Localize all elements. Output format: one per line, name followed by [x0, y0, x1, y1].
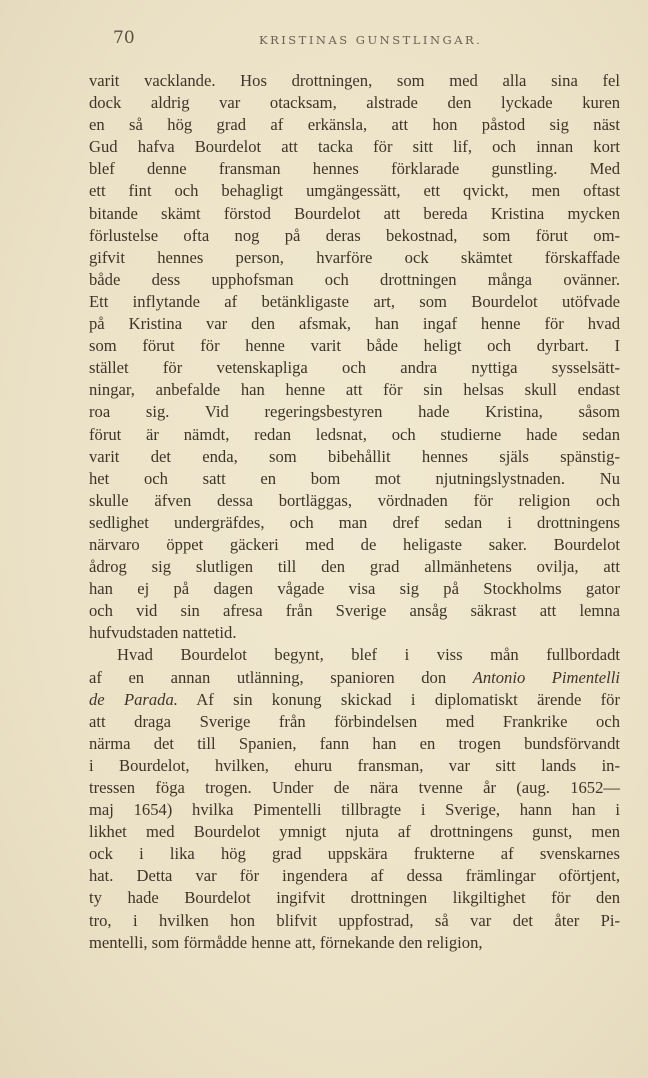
text-line: blef denne fransman hennes förklarade gunstling. Med [89, 159, 620, 179]
text-line: Ett inflytande af betänkligaste art, som Bourdelot utöfvade [89, 291, 620, 311]
text-line [89, 689, 620, 711]
text-run: af en annan utlänning, spanioren don [89, 667, 473, 687]
text-line: ock i lika hög grad uppskära frukterne af svenskarnes [89, 844, 620, 864]
text-line: en så hög grad af erkänsla, att hon påstod sig näst [89, 115, 620, 135]
page-number: 70 [113, 28, 135, 48]
text-line: het och satt en bom mot njutningslystnaden. Nu [89, 468, 620, 488]
text-line: ty hade Bourdelot ingifvit drottningen likgiltighet för den [89, 888, 620, 908]
person-name: Antonio Pimentelli [472, 667, 620, 687]
text-line: på Kristina var den afsmak, han ingaf henne för hvad [89, 314, 620, 334]
text-line: likhet med Bourdelot ymnigt njuta af drottningens gunst, men [89, 822, 620, 842]
text-line: hat. Detta var för ingendera af dessa främlingar oförtjent, [89, 866, 620, 886]
text-line: ådrog sig slutligen till den grad allmänhetens ovilja, att [89, 557, 620, 577]
running-head: KRISTINAS GUNSTLINGAR. [259, 33, 483, 47]
text-line: närvaro öppet gäckeri med de heligaste saker. Bourdelot [89, 534, 620, 554]
text-line: varit det enda, som bibehållit hennes själs spänstig- [89, 446, 620, 466]
text-line: maj 1654) hvilka Pimentelli tillbragte i Sverige, hann han i [89, 800, 620, 820]
text-line: som förut för henne varit både heligt och dyrbart. I [89, 336, 620, 356]
paragraph-1 [89, 70, 620, 644]
text-line: stället för vetenskapliga och andra nyttiga sysselsätt- [89, 358, 620, 378]
text-line: ett fint och behagligt umgängessätt, ett qvickt, men oftast [89, 181, 620, 201]
text-line: varit vacklande. Hos drottningen, som med alla sina fel [89, 71, 620, 90]
text-line: ningar, anbefalde han henne att för sin helsas skull endast [89, 380, 620, 400]
text-line: Hvad Bourdelot begynt, blef i viss mån fullbordadt [117, 645, 620, 665]
text-line: förut är nämdt, redan ledsnat, och studierne hade sedan [89, 424, 620, 444]
text-line: i Bourdelot, hvilken, ehuru fransman, var sitt lands in- [89, 755, 620, 775]
text-line: hufvudstaden nattetid. [89, 623, 237, 643]
text-line [89, 667, 620, 689]
text-line: han ej på dagen vågade visa sig på Stockholms gator [89, 579, 620, 599]
text-line: roa sig. Vid regeringsbestyren hade Kristina, såsom [89, 402, 620, 422]
text-line: att draga Sverige från förbindelsen med Frankrike och [89, 711, 620, 731]
text-line: Gud hafva Bourdelot att tacka för sitt lif, och innan kort [89, 137, 620, 157]
text-line: tro, i hvilken hon blifvit uppfostrad, så var det åter Pi- [89, 910, 620, 930]
text-line: både dess upphofsman och drottningen många ovänner. [89, 269, 620, 289]
text-run: Af sin konung skickad i diplomatiskt ärende för [177, 689, 620, 709]
text-line: närma det till Spanien, fann han en trogen bundsförvandt [89, 733, 620, 753]
page-header [89, 30, 620, 58]
text-line: skulle äfven dessa bortläggas, vördnaden för religion och [89, 490, 620, 510]
text-line: sedlighet undergräfdes, och man dref sedan i drottningens [89, 512, 620, 532]
person-name: de Parada. [89, 689, 178, 709]
text-line: tressen föga trogen. Under de nära tvenne år (aug. 1652— [89, 778, 620, 797]
text-line: bitande skämt förstod Bourdelot att bereda Kristina mycken [89, 203, 620, 223]
text-line: och vid sin afresa från Sverige ansåg säkrast att lemna [89, 601, 620, 621]
text-line: förlustelse ofta nog på deras bekostnad, som förut om- [89, 225, 620, 245]
text-line: mentelli, som förmådde henne att, förnekande den religion, [89, 932, 483, 952]
body-text [89, 70, 620, 954]
text-line: dock aldrig var otacksam, alstrade den lyckade kuren [89, 93, 620, 113]
paragraph-2 [89, 644, 620, 953]
text-line: gifvit hennes person, hvarföre ock skämtet förskaffade [89, 247, 620, 267]
